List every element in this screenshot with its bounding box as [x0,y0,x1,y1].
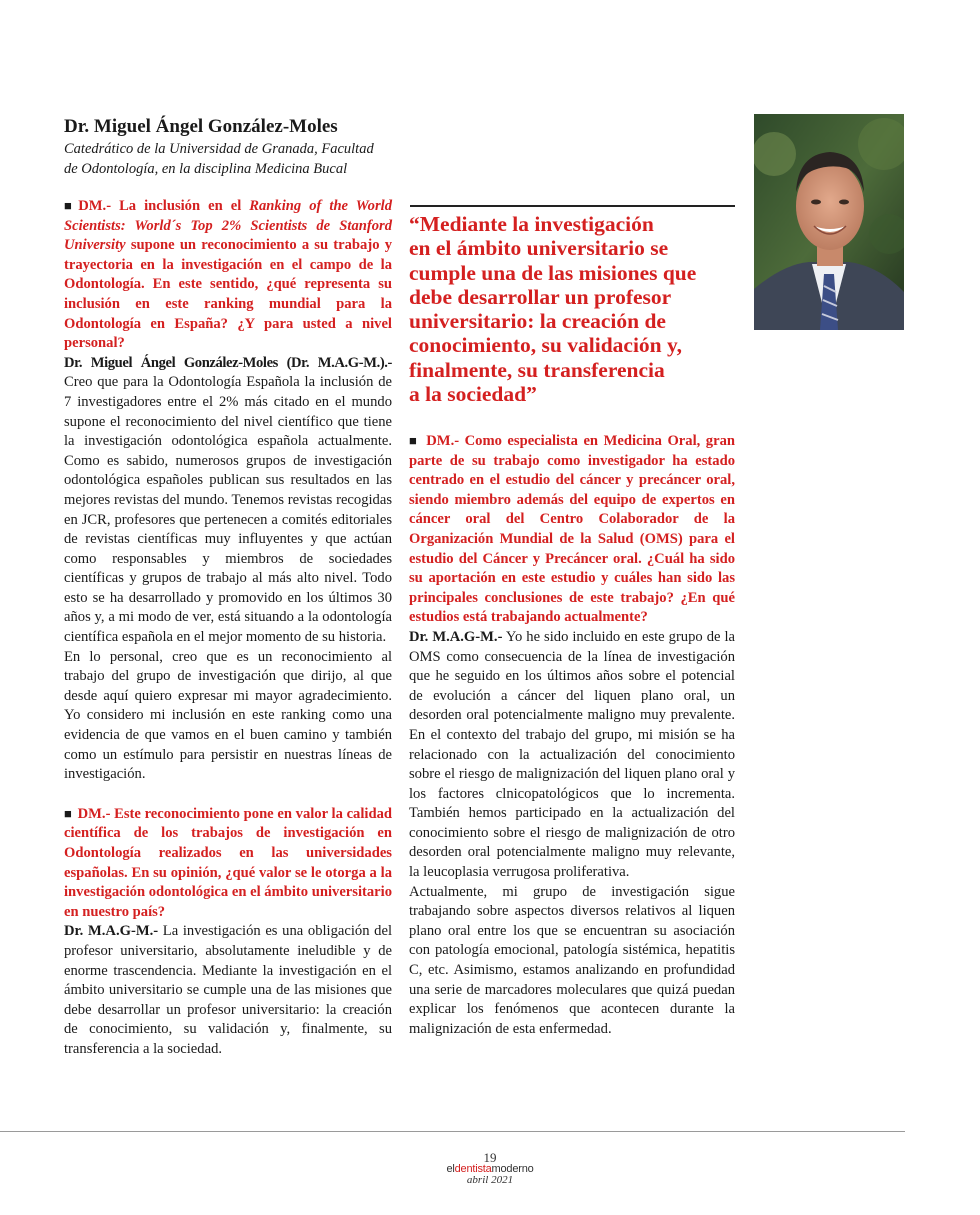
interviewee-affiliation [64,139,394,179]
portrait-photo [754,114,904,330]
pull-quote-line: “Mediante la investigación [409,212,654,236]
answer-2-text: La investigación es una obligación del profesor universitario, absolutamente ineludible y de enorme trascendencia. Mediante la investigación en el ámbito universitario se cumple una de las misiones que debe desarrollar un profesor universitario: la creación de conocimiento, su validación y, finalmente, su transferencia a la sociedad. [64,923,392,1057]
square-bullet-icon: ■ [64,198,77,213]
question-1-text-a: DM.- La inclusión en el [78,198,250,214]
magazine-logo: eldentistamoderno [446,1163,534,1175]
question-3 [409,431,735,628]
left-column [64,196,392,1060]
pull-quote-line: en el ámbito universitario se [409,236,669,261]
answer-3-paragraph-2: Actualmente, mi grupo de investigación sigue trabajando sobre aspectos diversos relativos al liquen plano oral entre los que se encuentran su asociación con patología emocional, patología sistémica, hepatitis C, etc. Asimismo, estamos analizando en profundidad una serie de marcadores moleculares que quizá puedan explicar los fenómenos que acontecen durante la malignización de esta enfermedad. [409,883,735,1037]
square-bullet-icon: ■ [409,433,419,448]
pull-quote-line: conocimiento, su validación y, [409,333,682,358]
question-3-text: DM.- Como especialista en Medicina Oral, gran parte de su trabajo como investigador ha estado centrado en el estudio del cáncer y precáncer oral, siendo miembro además del equipo de expertos en cáncer oral del Centro Colaborador de la Organización Mundial de la Salud (OMS) para el estudio del Cáncer y Precáncer oral. ¿Cuál ha sido su aportación en este estudio y cuáles han sido las principales conclusiones de este trabajo? ¿En qué estudios está trabajando actualmente? [409,433,735,626]
pull-quote-line: debe desarrollar un profesor [409,284,672,309]
answer-3-label: Dr. M.A.G-M.- [409,628,503,645]
question-2 [64,804,392,923]
pull-quote-line: finalmente, su transferencia [409,357,665,382]
answer-1-paragraph-2: En lo personal, creo que es un reconocimiento al trabajo del grupo de investigación que dirijo, al que desde aquí quiero expresar mi mayor agradecimiento. Yo considero mi inclusión en este ranking como una evidencia de que vamos en el buen camino y también como un estímulo para persistir en nuestras líneas de investigación. [64,648,392,783]
question-2-text: DM.- Este reconocimiento pone en valor la calidad científica de los trabajos de investigación en Odontología realizados en las universidades españolas. En su opinión, ¿qué valor se le otorga a la investigación odontológica en el ámbito universitario en nuestro país? [64,805,392,920]
answer-3 [409,628,735,883]
pull-quote-line: a la sociedad” [409,382,537,407]
quote-rule [410,205,735,207]
footer-rule [0,1131,905,1132]
answer-1-label: Dr. Miguel Ángel González-Moles (Dr. M.A.G-M.).- [64,354,392,371]
square-bullet-icon: ■ [64,805,72,821]
answer-1 [64,354,392,648]
right-column [409,431,735,1039]
answer-2-label: Dr. M.A.G-M.- [64,923,159,940]
answer-3-text: Yo he sido incluido en este grupo de la OMS como consecuencia de la línea de investigación que he seguido en los últimos años sobre el potencial de evolución a cáncer del liquen plano oral, un desorden oral potencialmente maligno muy prevalente. En el contexto del trabajo del grupo, mi misión se ha relacionado con la actualización del conocimiento sobre el riesgo de malignización del liquen plano oral y los factores clnicopatológicos que lo incrementa. También hemos participado en la actualización del conocimiento sobre el riesgo de malignización de otro desorden oral potencialmente maligno muy relevante, la leucoplasia verrugosa proliferativa. [409,628,736,881]
question-1-text-b: supone un reconocimiento a su trabajo y trayectoria en la investigación en el campo de la Odontología. En este sentido, ¿qué representa su inclusión en este ranking mundial para la Odontología en España? ¿Y para usted a nivel personal? [64,237,392,352]
pull-quote [409,212,739,406]
page-number: 19 [483,1150,497,1165]
question-1-italic: Ranking of the World Scientists: World´s Top 2% Scientists de Stanford University [64,198,393,254]
question-1 [64,196,392,354]
issue-date: abril 2021 [466,1174,514,1186]
answer-2 [64,922,392,1059]
affiliation-line-1: Catedrático de la Universidad de Granada, Facultad [64,141,374,157]
pull-quote-line: cumple una de las misiones que [409,260,697,285]
pull-quote-line: universitario: la creación de [409,309,666,334]
answer-1-text: Creo que para la Odontología Española la inclusión de 7 investigadores entre el 2% más citado en el mundo supone el reconocimiento del nivel científico que tiene la investigación odontológica española actualmente. Como es sabido, numerosos grupos de investigación odontológica españoles publican sus resultados en las mejores revistas del mundo. Tenemos revistas recogidas en JCR, profesores que pertenecen a comités editoriales de revistas científicas muy influyentes y que actúan como responsables y miembros de sociedades científicas y grupos de trabajo al más alto nivel. Todo esto se ha desarrollado y promovido en los últimos 30 años y, a mi modo de ver, está situando a la odontología científica española en el mejor momento de su historia. [64,374,392,646]
interviewee-name: Dr. Miguel Ángel González-Moles [64,116,338,137]
affiliation-line-2: de Odontología, en la disciplina Medicina Bucal [64,161,348,177]
